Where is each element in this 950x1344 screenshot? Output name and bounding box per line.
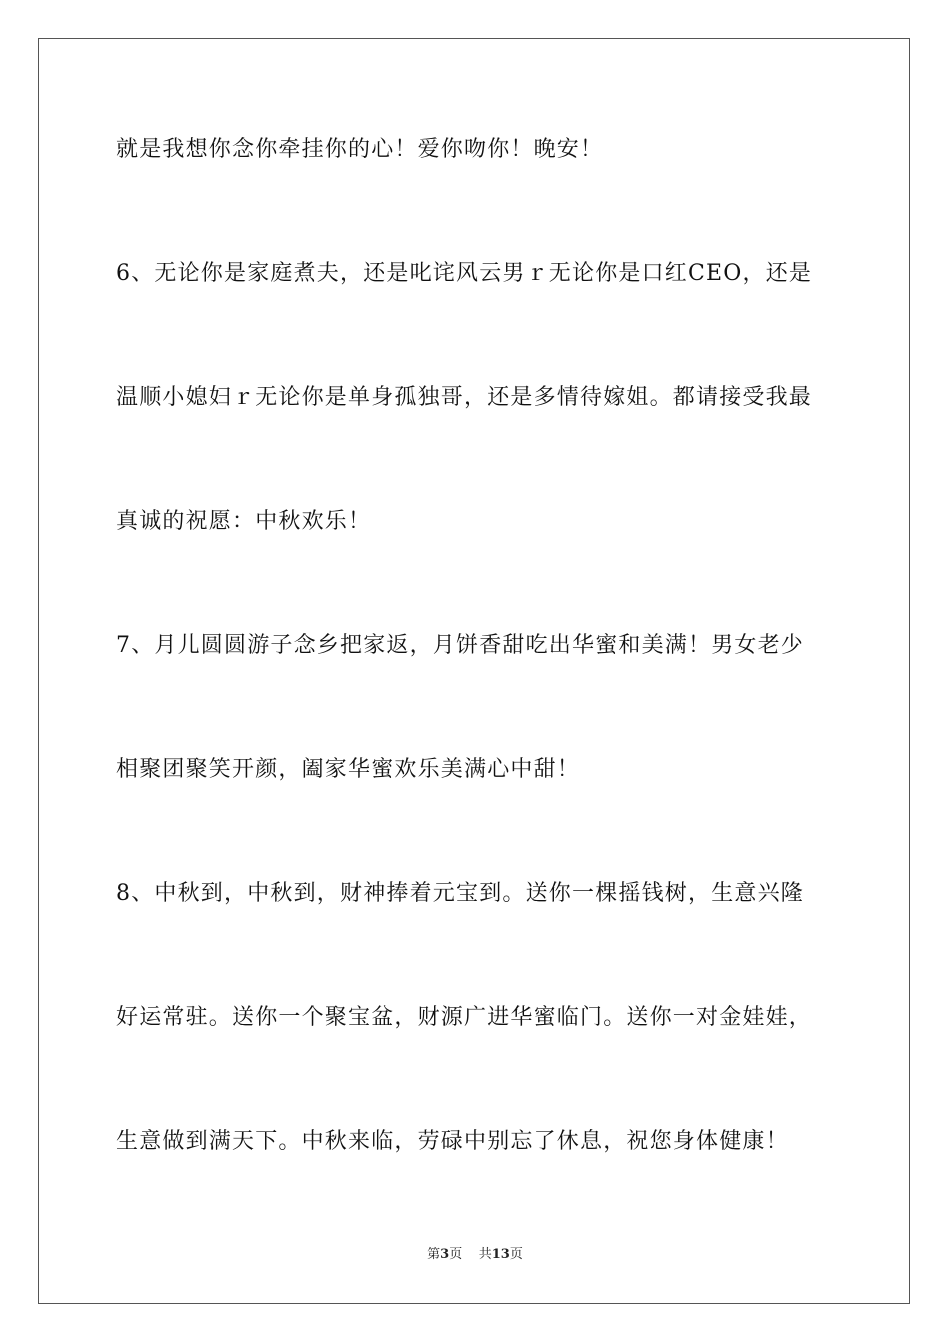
page-footer (0, 1246, 950, 1264)
page-prefix: 第 (427, 1247, 441, 1262)
page-suffix: 页 (449, 1247, 463, 1262)
body-text-line: 7、月儿圆圆游子念乡把家返，月饼香甜吃出华蜜和美满！男女老少 (116, 633, 804, 658)
total-suffix: 页 (509, 1247, 523, 1262)
body-text-line: 好运常驻。送你一个聚宝盆，财源广进华蜜临门。送你一对金娃娃， (116, 1005, 813, 1030)
body-text-line: 6、无论你是家庭煮夫，还是叱诧风云男ｒ无论你是口红CEO，还是 (116, 261, 813, 286)
page-number: 3 (440, 1247, 450, 1262)
body-text-line: 相聚团聚笑开颜，阖家华蜜欢乐美满心中甜！ (116, 757, 581, 782)
body-text-line: 生意做到满天下。中秋来临，劳碌中别忘了休息，祝您身体健康！ (116, 1129, 789, 1154)
total-prefix: 共 (478, 1247, 492, 1262)
body-text-line: 8、中秋到，中秋到，财神捧着元宝到。送你一棵摇钱树，生意兴隆 (116, 881, 804, 906)
total-pages: 13 (491, 1247, 510, 1262)
body-text-line: 温顺小媳妇ｒ无论你是单身孤独哥，还是多情待嫁姐。都请接受我最 (116, 385, 813, 410)
body-text-line: 就是我想你念你牵挂你的心！爱你吻你！晚安！ (116, 137, 604, 162)
page-border (38, 38, 910, 1304)
body-text-line: 真诚的祝愿：中秋欢乐！ (116, 509, 372, 534)
